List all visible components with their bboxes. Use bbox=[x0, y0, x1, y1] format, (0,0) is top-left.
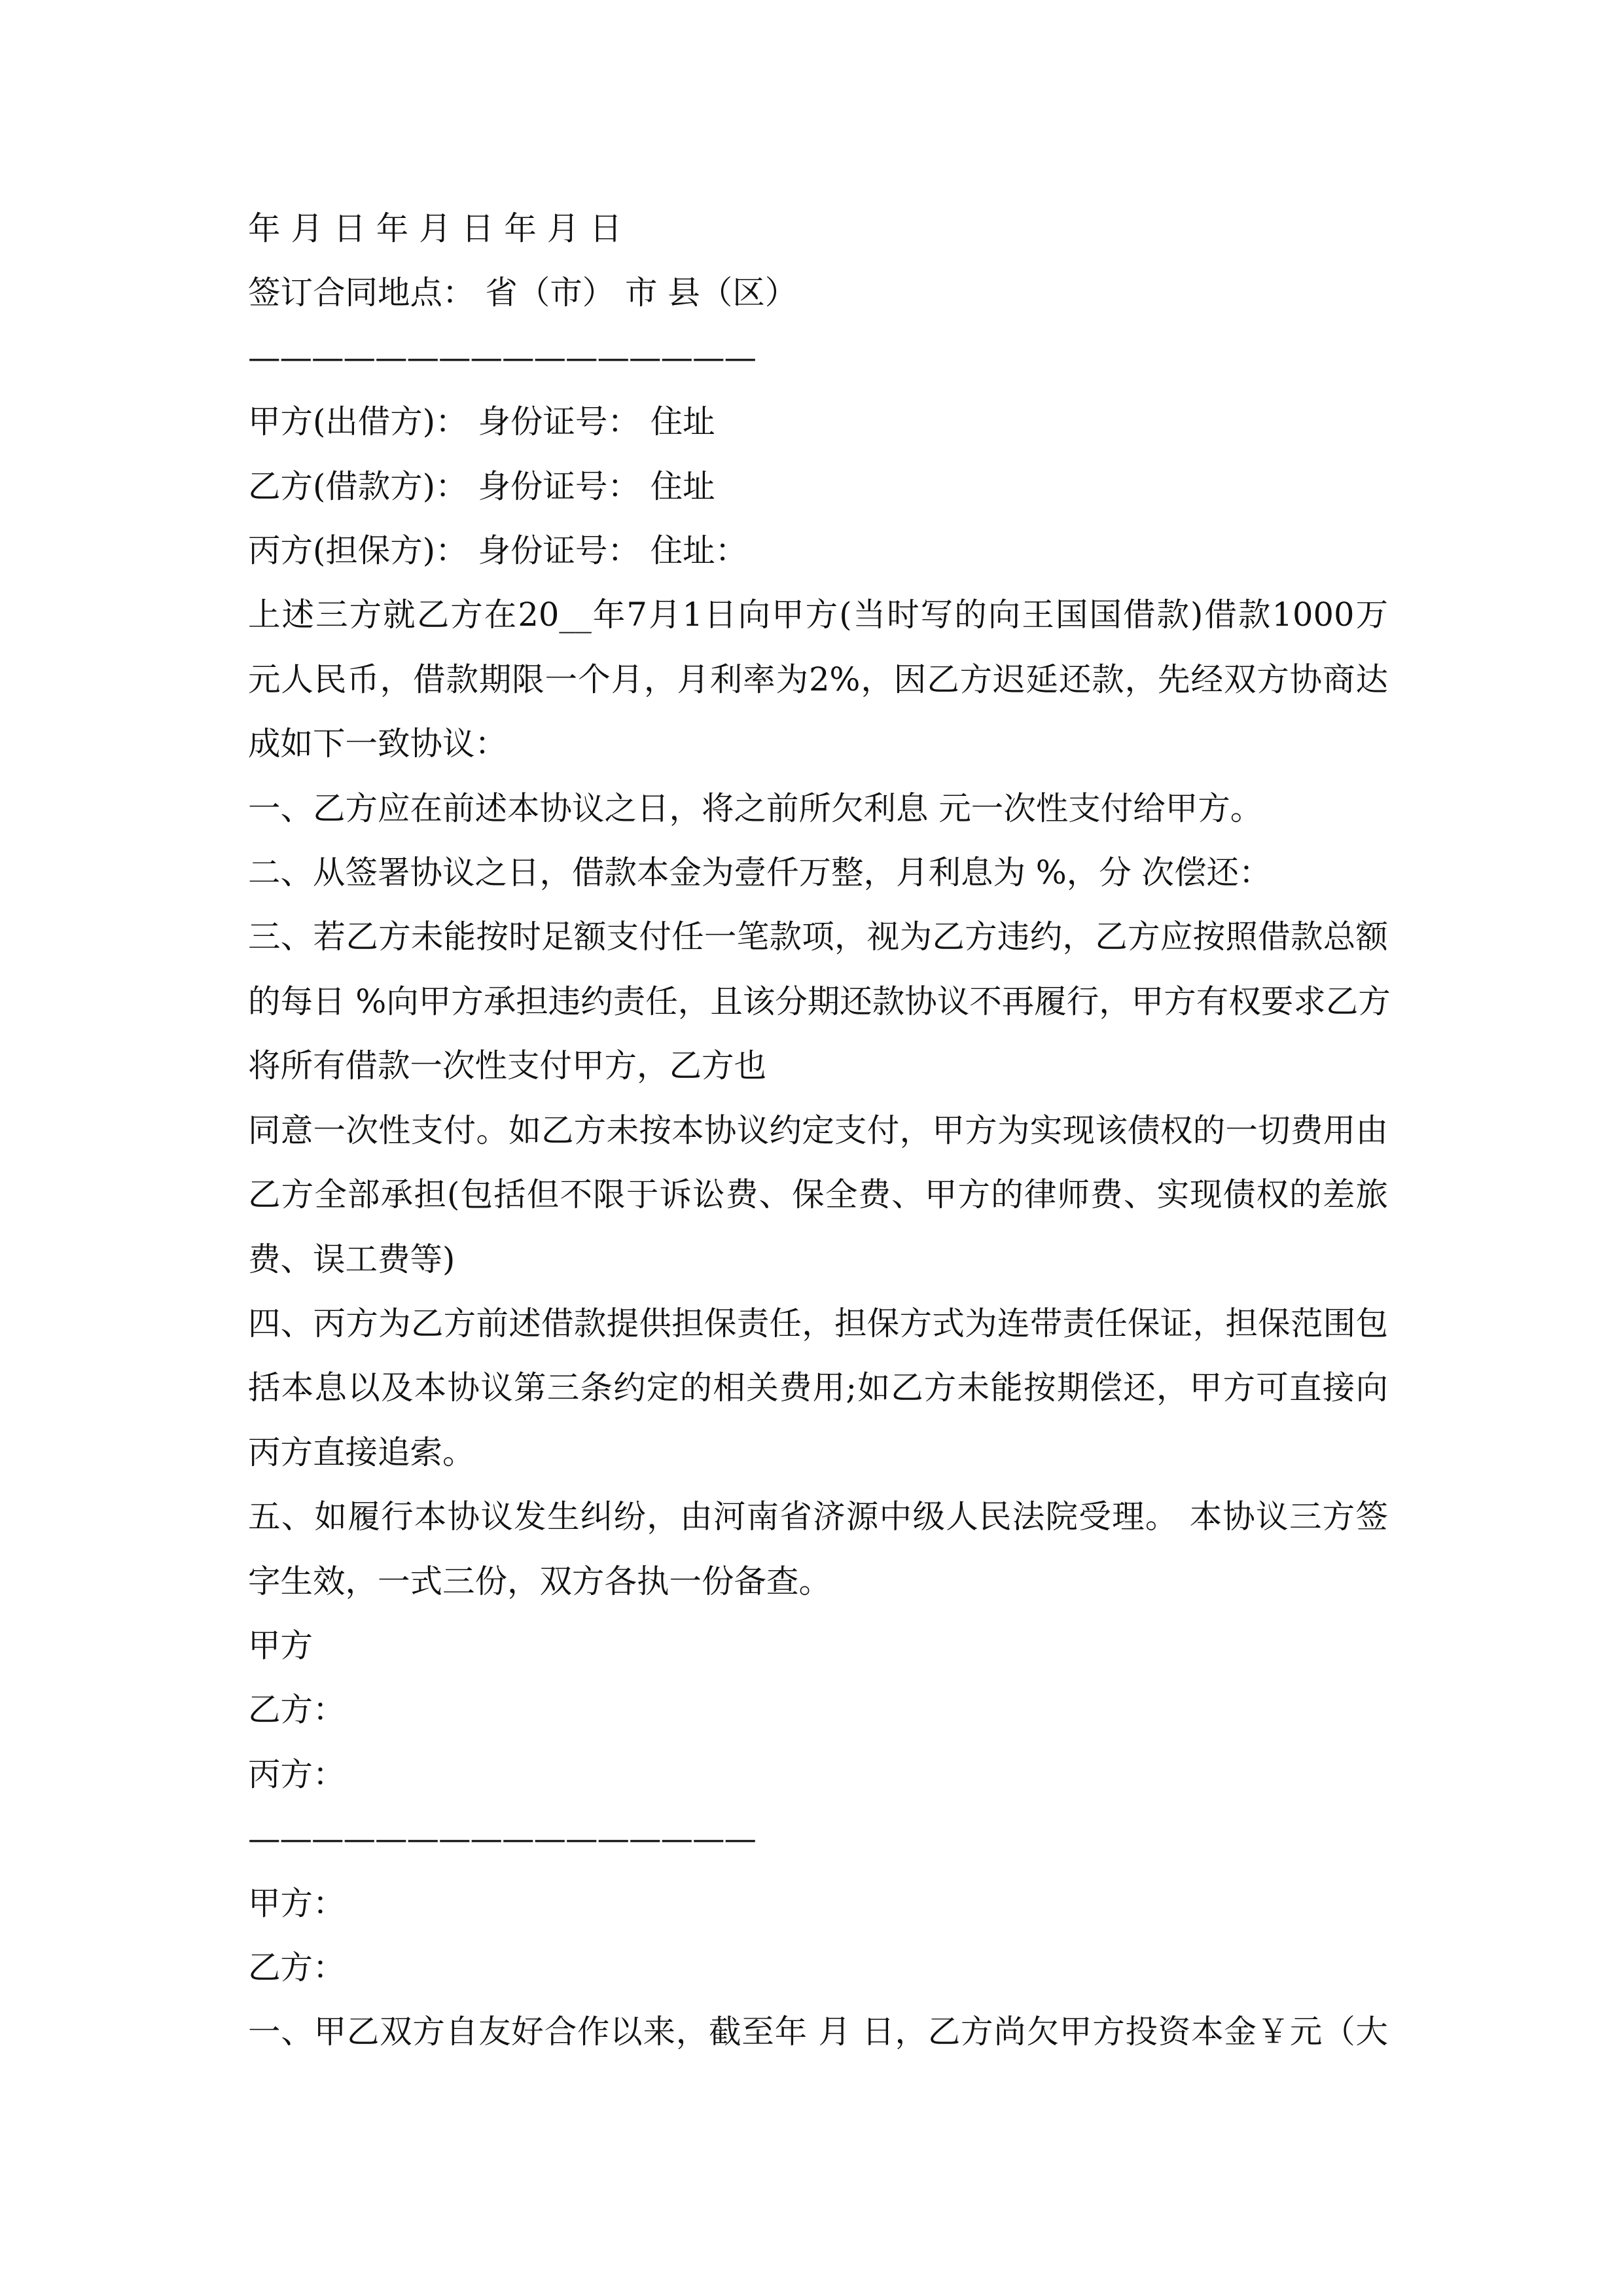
separator-rule: ———————————————— bbox=[248, 1820, 756, 1858]
preamble-line: 成如下一致协议： bbox=[248, 725, 507, 763]
document-page bbox=[248, 196, 1391, 2064]
preamble-line: 元人民币，借款期限一个月，月利率为2%，因乙方迟延还款，先经双方协商达 bbox=[248, 660, 1388, 698]
clause-5-line: 五、如履行本协议发生纠纷，由河南省济源中级人民法院受理。 本协议三方签 bbox=[248, 1498, 1388, 1536]
party-a-line: 甲方(出借方)： 身份证号： 住址 bbox=[248, 403, 715, 441]
clause-4-line: 四、丙方为乙方前述借款提供担保责任，担保方式为连带责任保证，担保范围包 bbox=[248, 1304, 1388, 1342]
clause-3-line: 费、误工费等) bbox=[248, 1240, 455, 1278]
clause-2: 二、从签署协议之日，借款本金为壹仟万整，月利息为 %，分 次偿还： bbox=[248, 853, 1272, 892]
second-party-b: 乙方： bbox=[248, 1948, 346, 1986]
second-party-a: 甲方： bbox=[248, 1884, 346, 1922]
signing-place-line: 签订合同地点： 省（市） 市 县（区） bbox=[248, 274, 798, 312]
clause-3-line: 将所有借款一次性支付甲方，乙方也 bbox=[248, 1047, 766, 1085]
clause-1: 一、乙方应在前述本协议之日，将之前所欠利息 元一次性支付给甲方。 bbox=[248, 789, 1263, 827]
clause-5-line: 字生效，一式三份，双方各执一份备查。 bbox=[248, 1562, 831, 1600]
preamble-line: 上述三方就乙方在20__年7月1日向甲方(当时写的向王国国借款)借款1000万 bbox=[248, 596, 1388, 634]
party-c-line: 丙方(担保方)： 身份证号： 住址： bbox=[248, 531, 748, 570]
clause-3-line: 三、若乙方未能按时足额支付任一笔款项，视为乙方违约，乙方应按照借款总额 bbox=[248, 918, 1388, 956]
date-line: 年 月 日 年 月 日 年 月 日 bbox=[248, 209, 622, 247]
clause-3-line: 的每日 %向甲方承担违约责任，且该分期还款协议不再履行，甲方有权要求乙方 bbox=[248, 982, 1391, 1020]
signature-party-b: 乙方： bbox=[248, 1691, 346, 1729]
clause-3-line: 同意一次性支付。如乙方未按本协议约定支付，甲方为实现该债权的一切费用由 bbox=[248, 1111, 1388, 1149]
signature-party-c: 丙方： bbox=[248, 1755, 346, 1793]
second-clause-1: 一、甲乙双方自友好合作以来，截至年 月 日，乙方尚欠甲方投资本金￥元（大 bbox=[248, 2013, 1388, 2051]
clause-3-line: 乙方全部承担(包括但不限于诉讼费、保全费、甲方的律师费、实现债权的差旅 bbox=[248, 1175, 1388, 1214]
clause-4-line: 丙方直接追索。 bbox=[248, 1433, 475, 1471]
party-b-line: 乙方(借款方)： 身份证号： 住址 bbox=[248, 467, 715, 505]
signature-party-a: 甲方 bbox=[248, 1626, 313, 1664]
separator-rule: ———————————————— bbox=[248, 338, 756, 376]
clause-4-line: 括本息以及本协议第三条约定的相关费用;如乙方未能按期偿还，甲方可直接向 bbox=[248, 1369, 1388, 1407]
